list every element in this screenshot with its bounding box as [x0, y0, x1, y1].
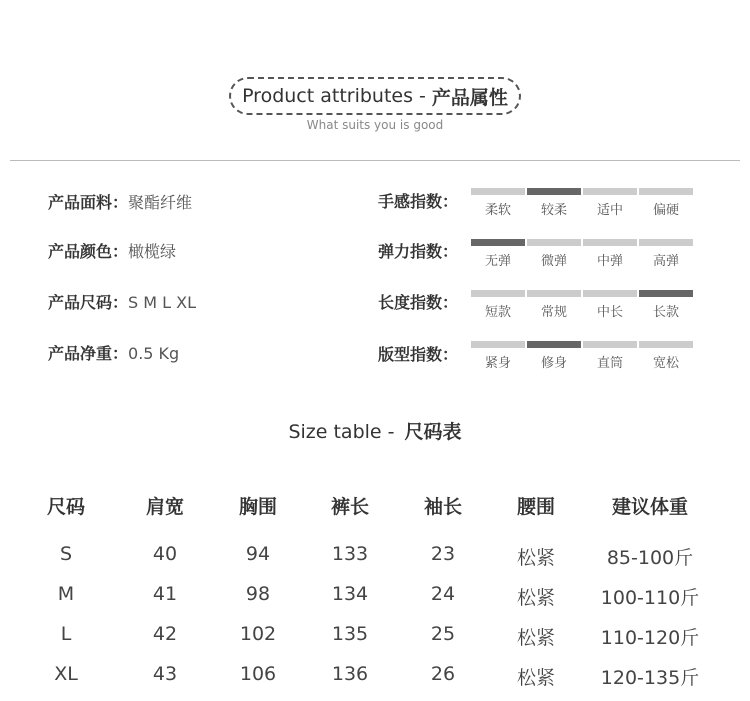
index-option [527, 239, 581, 269]
table-cell: 120-135斤 [600, 667, 700, 689]
table-cell: 41 [152, 583, 178, 605]
index-bar [639, 188, 693, 195]
index-option-label: 适中 [596, 203, 623, 218]
index-option [639, 341, 693, 371]
index-option [471, 239, 525, 269]
attribute-key: 产品颜色： [48, 242, 129, 261]
table-cell: 135 [331, 623, 369, 645]
index-options-length [471, 290, 693, 318]
table-cell: 133 [331, 543, 369, 565]
table-cell: 100-110斤 [600, 587, 700, 609]
index-label-feel: 手感指数： [378, 192, 459, 211]
index-option-label: 无弹 [484, 254, 511, 269]
attribute-size [48, 290, 196, 313]
index-bar [527, 341, 581, 348]
index-bar [471, 239, 525, 246]
index-bar [583, 341, 637, 348]
index-option-label: 直筒 [596, 356, 623, 371]
table-cell: S [59, 543, 73, 565]
index-option-label: 紧身 [484, 356, 511, 371]
table-cell: 25 [430, 623, 456, 645]
index-bar [527, 290, 581, 297]
table-cell: 24 [430, 583, 456, 605]
size-table-header: 胸围 [238, 496, 277, 518]
table-cell: 26 [430, 663, 456, 685]
index-bar [527, 239, 581, 246]
attribute-value: 0.5 Kg [128, 344, 180, 363]
index-option [583, 188, 637, 218]
index-label-stretch: 弹力指数： [378, 242, 459, 261]
attribute-color [48, 239, 176, 262]
attribute-value: S M L XL [128, 293, 197, 312]
table-cell: 松紧 [516, 587, 555, 609]
size-table-header: 建议体重 [611, 496, 688, 518]
index-option-label: 宽松 [652, 356, 679, 371]
index-option-label: 常规 [540, 305, 567, 320]
table-cell: 102 [239, 623, 277, 645]
table-cell: 松紧 [516, 627, 555, 649]
index-option [583, 290, 637, 320]
table-cell: 94 [245, 543, 271, 565]
index-option-label: 修身 [540, 356, 567, 371]
index-bar [583, 290, 637, 297]
index-bar [583, 188, 637, 195]
index-option [527, 290, 581, 320]
table-cell: XL [54, 663, 78, 685]
size-table-title-en: Size table - [288, 421, 401, 443]
table-cell: 110-120斤 [600, 627, 700, 649]
index-option [527, 341, 581, 371]
index-options-fit [471, 341, 693, 369]
index-option-label: 偏硬 [652, 203, 679, 218]
divider [10, 160, 740, 161]
index-label-fit: 版型指数： [378, 345, 459, 364]
table-cell: 40 [152, 543, 178, 565]
attribute-fabric [48, 190, 192, 213]
index-options-stretch [471, 239, 693, 267]
index-option [471, 341, 525, 371]
table-cell: 98 [245, 583, 271, 605]
index-option [583, 341, 637, 371]
index-option-label: 中弹 [596, 254, 623, 269]
index-option-label: 短款 [484, 305, 511, 320]
index-option [639, 188, 693, 218]
size-table-header: 肩宽 [145, 496, 184, 518]
index-label-length: 长度指数： [378, 293, 459, 312]
table-cell: 85-100斤 [606, 547, 694, 569]
section-subtitle: What suits you is good [306, 118, 444, 132]
index-option [583, 239, 637, 269]
table-cell: 106 [239, 663, 277, 685]
index-option-label: 微弹 [540, 254, 567, 269]
index-bar [583, 239, 637, 246]
index-option-label: 较柔 [540, 203, 567, 218]
table-cell: 43 [152, 663, 178, 685]
section-title-cn: 产品属性 [431, 86, 508, 109]
table-cell: 松紧 [516, 667, 555, 689]
size-table-header: 尺码 [46, 496, 85, 518]
table-cell: 42 [152, 623, 178, 645]
index-bar [471, 188, 525, 195]
size-table-header: 袖长 [423, 496, 462, 518]
section-title-en: Product attributes - [242, 85, 426, 107]
size-table-header: 腰围 [516, 496, 555, 518]
attribute-weight [48, 341, 179, 364]
table-cell: 134 [331, 583, 369, 605]
index-bar [471, 290, 525, 297]
index-option-label: 柔软 [484, 203, 511, 218]
index-option [639, 239, 693, 269]
attribute-key: 产品面料： [48, 193, 129, 212]
attribute-key: 产品尺码： [48, 293, 129, 312]
index-option [639, 290, 693, 320]
index-options-feel [471, 188, 693, 216]
index-option [471, 188, 525, 218]
table-cell: M [57, 583, 75, 605]
size-table-header: 裤长 [330, 496, 369, 518]
attribute-key: 产品净重： [48, 344, 129, 363]
index-bar [639, 341, 693, 348]
index-option [527, 188, 581, 218]
index-bar [639, 290, 693, 297]
attribute-value: 橄榄绿 [128, 242, 177, 261]
index-option-label: 中长 [596, 305, 623, 320]
index-option-label: 长款 [652, 305, 679, 320]
table-cell: L [60, 623, 72, 645]
index-bar [527, 188, 581, 195]
index-bar [471, 341, 525, 348]
section-title-pill [229, 77, 521, 115]
size-table-title-cn: 尺码表 [404, 421, 462, 443]
index-option-label: 高弹 [652, 254, 679, 269]
table-cell: 松紧 [516, 547, 555, 569]
index-option [471, 290, 525, 320]
size-table-title [0, 417, 750, 444]
table-cell: 23 [430, 543, 456, 565]
table-cell: 136 [331, 663, 369, 685]
attribute-value: 聚酯纤维 [128, 193, 193, 212]
index-bar [639, 239, 693, 246]
